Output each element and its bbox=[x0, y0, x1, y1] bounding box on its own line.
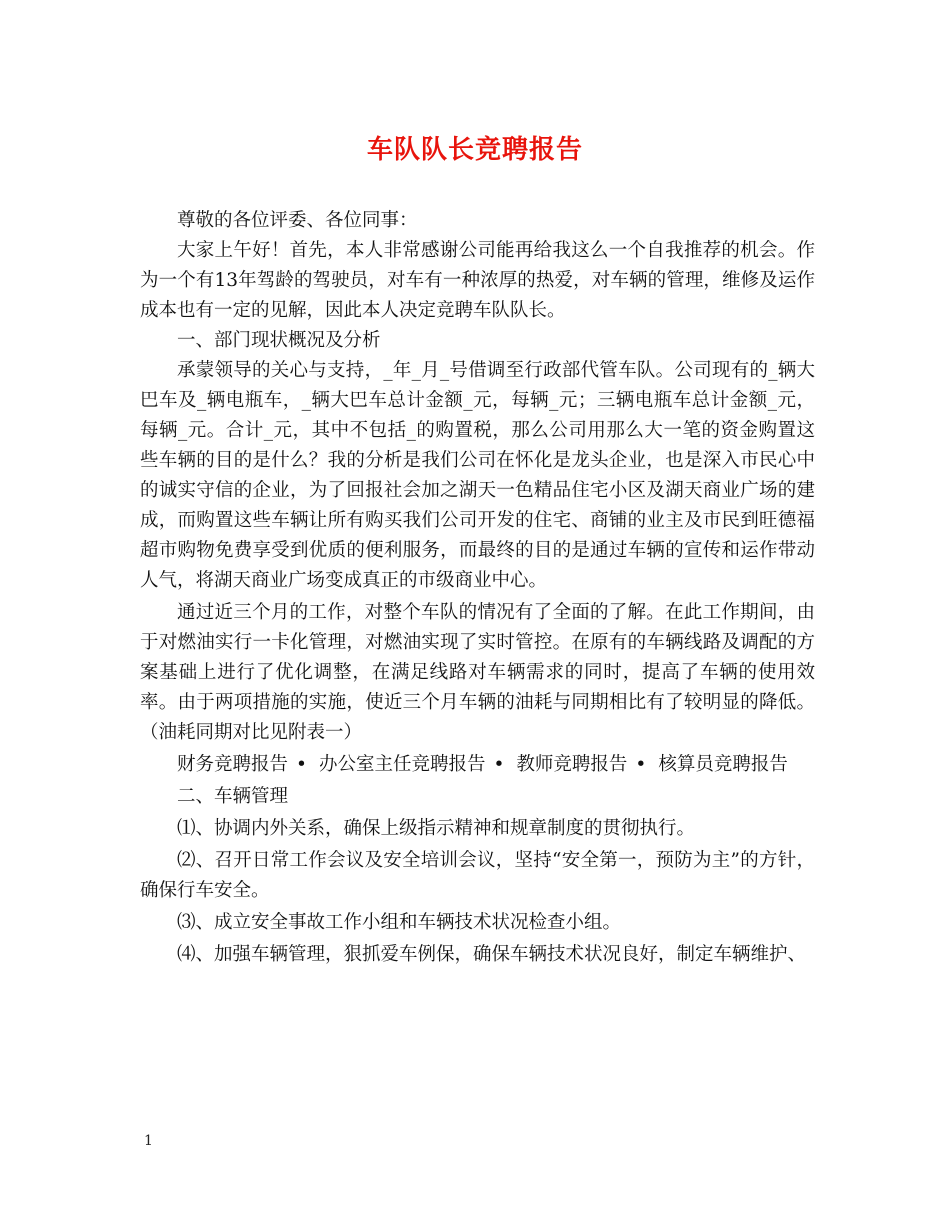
list-item: ⑷、加强车辆管理，狠抓爱车例保，确保车辆技术状况良好，制定车辆维护、 bbox=[177, 944, 807, 965]
paragraph-background: 承蒙领导的关心与支持，_年_月_号借调至行政部代管车队。公司现有的_辆大巴车及_辆电瓶车，_辆大巴车总计金额_元，每辆_元；三辆电瓶车总计金额_元，每辆_元。合计_元，其中不包括_的购置税，那么公司用那么大一笔的资金购置这些车辆的目的是什么？我的分析是我们公司在怀化是龙头企业，也是深入市民心中的诚实守信的企业，为了回报社会加之湖天一色精品住宅小区及湖天商业广场的建成，而购置这些车辆让所有购买我们公司开发的住宅、商铺的业主及市民到旺德福超市购物免费享受到优质的便利服务，而最终的目的是通过车辆的宣传和运作带动人气，将湖天商业广场变成真正的市级商业中心。 bbox=[140, 360, 815, 591]
related-link-accountant[interactable]: 核算员竞聘报告 bbox=[658, 754, 788, 775]
related-link-office-director[interactable]: 办公室主任竞聘报告 bbox=[318, 754, 486, 775]
paragraph-intro: 大家上午好！首先，本人非常感谢公司能再给我这么一个自我推荐的机会。作为一个有13年驾龄的驾驶员，对车有一种浓厚的热爱，对车辆的管理，维修及运作成本也有一定的见解，因此本人决定竞聘车队队长。 bbox=[140, 240, 815, 321]
page-number: 1 bbox=[144, 1133, 153, 1149]
paragraph-work-summary: 通过近三个月的工作，对整个车队的情况有了全面的了解。在此工作期间，由于对燃油实行一卡化管理，对燃油实现了实时管控。在原有的车辆线路及调配的方案基础上进行了优化调整，在满足线路对车辆需求的同时，提高了车辆的使用效率。由于两项措施的实施，使近三个月车辆的油耗与同期相比有了较明显的降低。（油耗同期对比见附表一） bbox=[140, 602, 815, 743]
section-1-heading: 一、部门现状概况及分析 bbox=[177, 330, 381, 351]
related-link-finance[interactable]: 财务竞聘报告 bbox=[177, 754, 289, 775]
list-item: ⑶、成立安全事故工作小组和车辆技术状况检查小组。 bbox=[177, 912, 622, 933]
list-item: ⑵、召开日常工作会议及安全培训会议，坚持“安全第一，预防为主”的方针，确保行车安全。 bbox=[140, 850, 815, 901]
related-link-teacher[interactable]: 教师竞聘报告 bbox=[516, 754, 628, 775]
list-item: ⑴、协调内外关系，确保上级指示精神和规章制度的贯彻执行。 bbox=[177, 818, 696, 839]
bullet-separator: • bbox=[493, 754, 505, 775]
bullet-separator: • bbox=[635, 754, 647, 775]
document-body bbox=[140, 206, 815, 970]
bullet-separator: • bbox=[296, 754, 307, 775]
salutation: 尊敬的各位评委、各位同事： bbox=[177, 210, 418, 231]
document-title: 车队队长竞聘报告 bbox=[366, 135, 583, 165]
section-2-heading: 二、车辆管理 bbox=[177, 786, 289, 807]
related-links bbox=[140, 750, 815, 780]
